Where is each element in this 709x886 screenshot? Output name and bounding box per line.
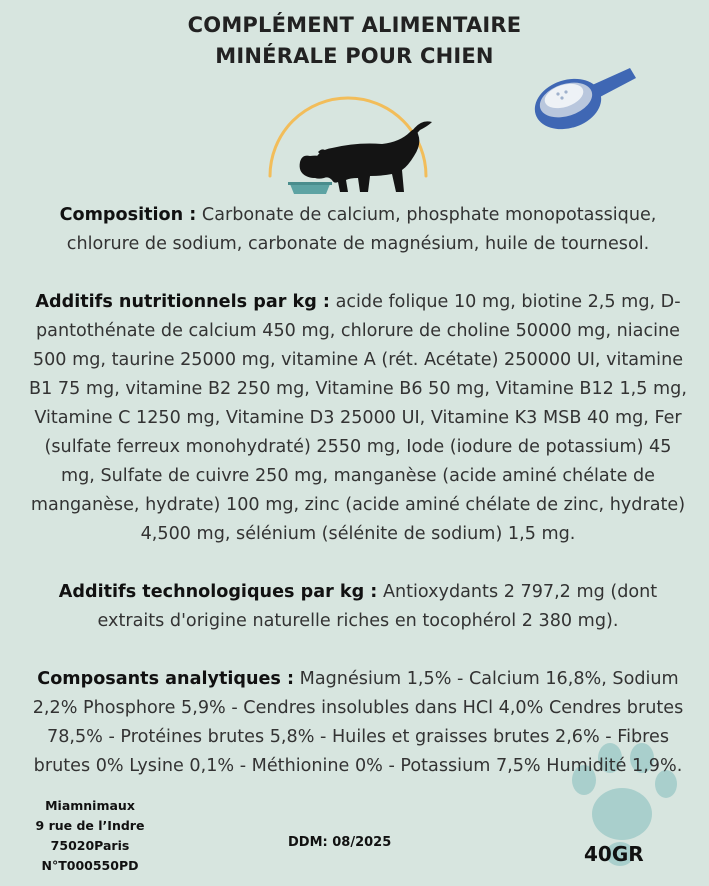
net-weight: 40GR	[584, 842, 644, 866]
composition-section	[28, 201, 688, 259]
section-label: Composition :	[59, 205, 197, 225]
section-text: Magnésium 1,5% - Calcium 16,8%, Sodium 2,2% Phosphore 5,9% - Cendres insolubles dans HCl 4,0% Cendres brutes 78,5% - Protéines brutes 5,8% - Huiles et graisses brutes 2,6% - Fibres brutes 0% Lysine 0,1% - Méthionine 0% - Potassium 7,5% Humidité 1,9%.	[32, 669, 684, 776]
street: 9 rue de l’Indre	[35, 818, 145, 833]
city: 75020Paris	[50, 838, 130, 853]
section-text: Antioxydants 2 797,2 mg (dont extraits d'origine naturelle riches en tocophérol 2 380 mg).	[97, 582, 658, 631]
title-line-2: MINÉRALE POUR CHIEN	[215, 44, 494, 68]
label-content	[28, 201, 688, 810]
section-label: Additifs technologiques par kg :	[58, 582, 378, 602]
powder-scoop-icon	[528, 62, 638, 134]
manufacturer-address	[30, 796, 150, 876]
section-label: Additifs nutritionnels par kg :	[35, 292, 330, 312]
section-label: Composants analytiques :	[37, 669, 295, 689]
company-name: Miamnimaux	[45, 798, 135, 813]
section-text: Carbonate de calcium, phosphate monopotassique, chlorure de sodium, carbonate de magnésium, huile de tournesol.	[66, 205, 657, 254]
nutritional-additives-section	[28, 288, 688, 549]
technological-additives-section	[28, 578, 688, 636]
analytical-components-section	[28, 665, 688, 781]
registration-number: N°T000550PD	[41, 858, 139, 873]
section-text: acide folique 10 mg, biotine 2,5 mg, D-pantothénate de calcium 450 mg, chlorure de choline 50000 mg, niacine 500 mg, taurine 25000 mg, vitamine A (rét. Acétate) 250000 UI, vitamine B1 75 mg, vitamine B2 250 mg, Vitamine B6 50 mg, Vitamine B12 1,5 mg, Vitamine C 1250 mg, Vitamine D3 25000 UI, Vitamine K3 MSB 40 mg, Fer (sulfate ferreux monohydraté) 2550 mg, Iode (iodure de potassium) 45 mg, Sulfate de cuivre 250 mg, manganèse (acide aminé chélate de manganèse, hydrate) 100 mg, zinc (acide aminé chélate de zinc, hydrate) 4,500 mg, sélénium (sélénite de sodium) 1,5 mg.	[29, 292, 687, 544]
best-before-date: DDM: 08/2025	[288, 835, 392, 850]
title-line-1: COMPLÉMENT ALIMENTAIRE	[187, 13, 522, 37]
dog-eating-bowl-icon	[262, 92, 434, 198]
